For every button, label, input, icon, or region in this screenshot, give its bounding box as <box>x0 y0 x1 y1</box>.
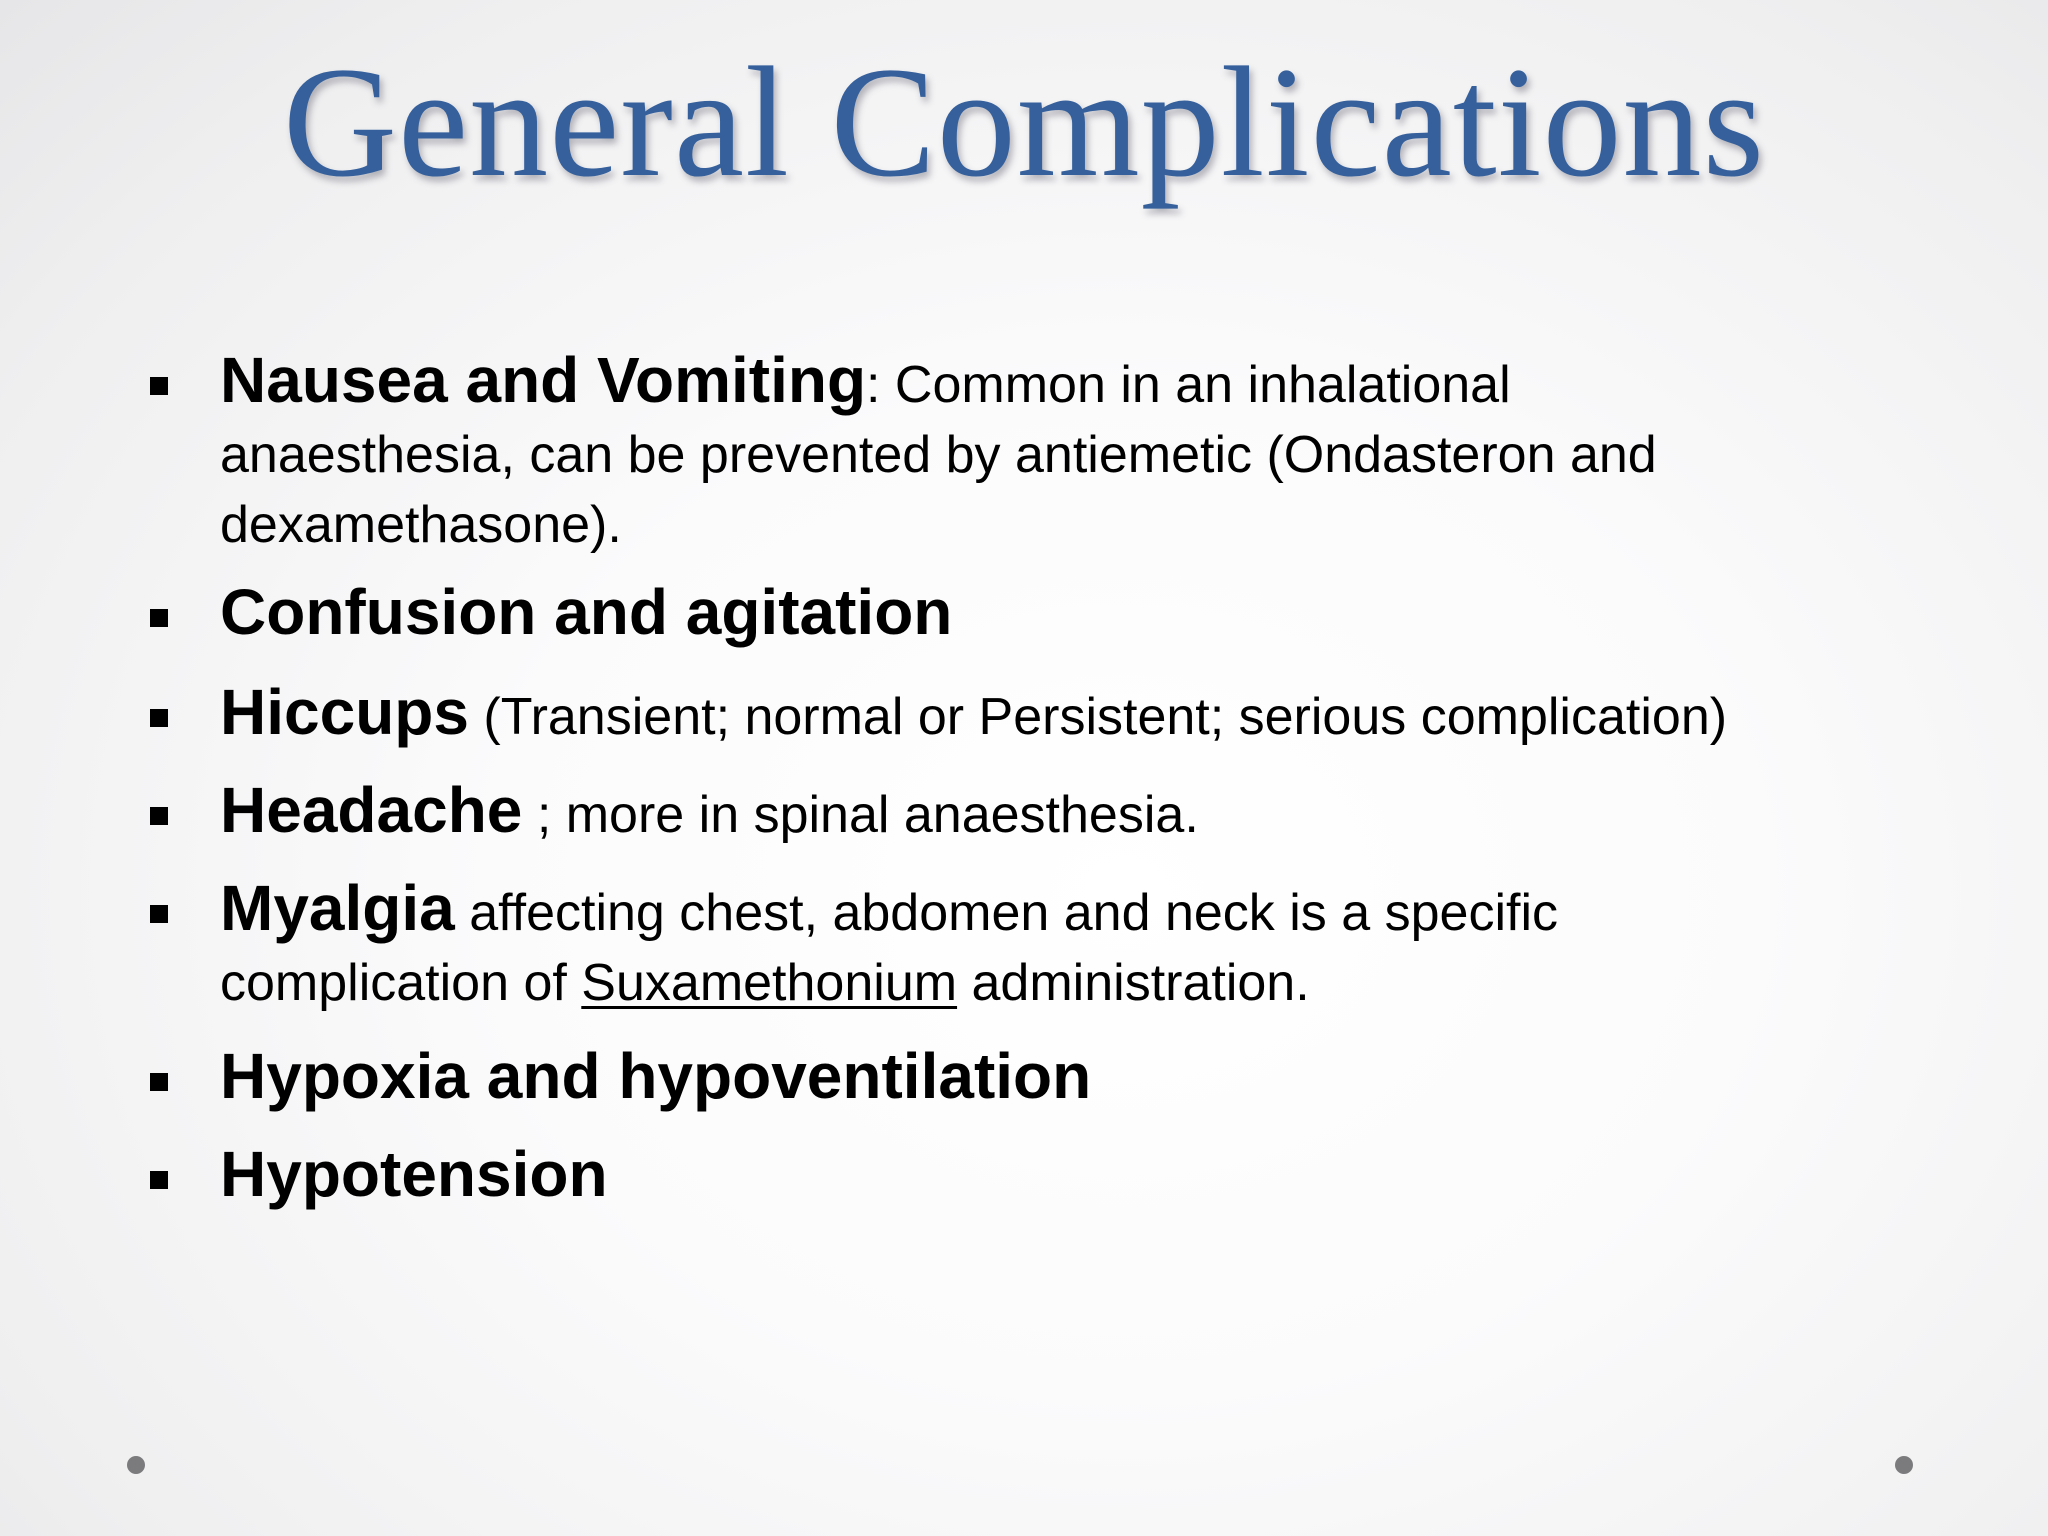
bullet-term: Headache <box>220 774 523 846</box>
corner-dot-right <box>1895 1456 1913 1474</box>
bullet-term: Hypotension <box>220 1138 608 1210</box>
bullet-text: more in spinal anaesthesia. <box>551 786 1199 844</box>
bullet-item-myalgia <box>146 873 2000 1018</box>
corner-dot-left <box>127 1456 145 1474</box>
square-bullet-icon <box>150 1073 168 1091</box>
bullet-item-hiccups <box>146 677 2000 752</box>
bullet-text-line <box>220 948 2000 1018</box>
bullet-separator: ; <box>522 786 552 844</box>
underlined-drug-name: Suxamethonium <box>581 954 958 1012</box>
bullet-term: Hiccups <box>220 676 469 748</box>
bullet-term: Nausea and Vomiting <box>220 344 867 416</box>
bullet-item-confusion <box>146 577 2000 652</box>
bullet-line <box>220 775 2000 850</box>
square-bullet-icon <box>150 377 168 395</box>
bullet-line <box>220 873 2000 948</box>
bullet-item-headache <box>146 775 2000 850</box>
bullet-term: Myalgia <box>220 872 455 944</box>
bullet-item-hypotension <box>146 1139 2000 1214</box>
bullet-line <box>220 677 2000 752</box>
bullet-text: administration. <box>957 954 1310 1012</box>
square-bullet-icon <box>150 609 168 627</box>
bullet-text-line: anaesthesia, can be prevented by antiemetic (Ondasteron and <box>220 426 1657 484</box>
square-bullet-icon <box>150 807 168 825</box>
bullet-term: Confusion and agitation <box>220 576 953 648</box>
slide-title: General Complications <box>282 35 1766 210</box>
bullet-line <box>220 577 2000 652</box>
bullet-text: Common in an inhalational <box>880 356 1511 414</box>
bullet-item-nausea <box>146 345 2000 560</box>
square-bullet-icon <box>150 905 168 923</box>
bullet-line <box>220 345 2000 420</box>
bullet-text: (Transient; normal or Persistent; serious complication) <box>468 688 1728 746</box>
square-bullet-icon <box>150 709 168 727</box>
bullet-item-hypoxia <box>146 1041 2000 1116</box>
bullet-line <box>220 1139 2000 1214</box>
bullet-text-line: dexamethasone). <box>220 496 622 554</box>
square-bullet-icon <box>150 1171 168 1189</box>
bullet-separator: : <box>866 356 881 414</box>
bullet-term: Hypoxia and hypoventilation <box>220 1040 1092 1112</box>
bullet-text: affecting chest, abdomen and neck is a specific <box>454 884 1558 942</box>
bullet-text: complication of <box>220 954 582 1012</box>
bullet-line <box>220 1041 2000 1116</box>
